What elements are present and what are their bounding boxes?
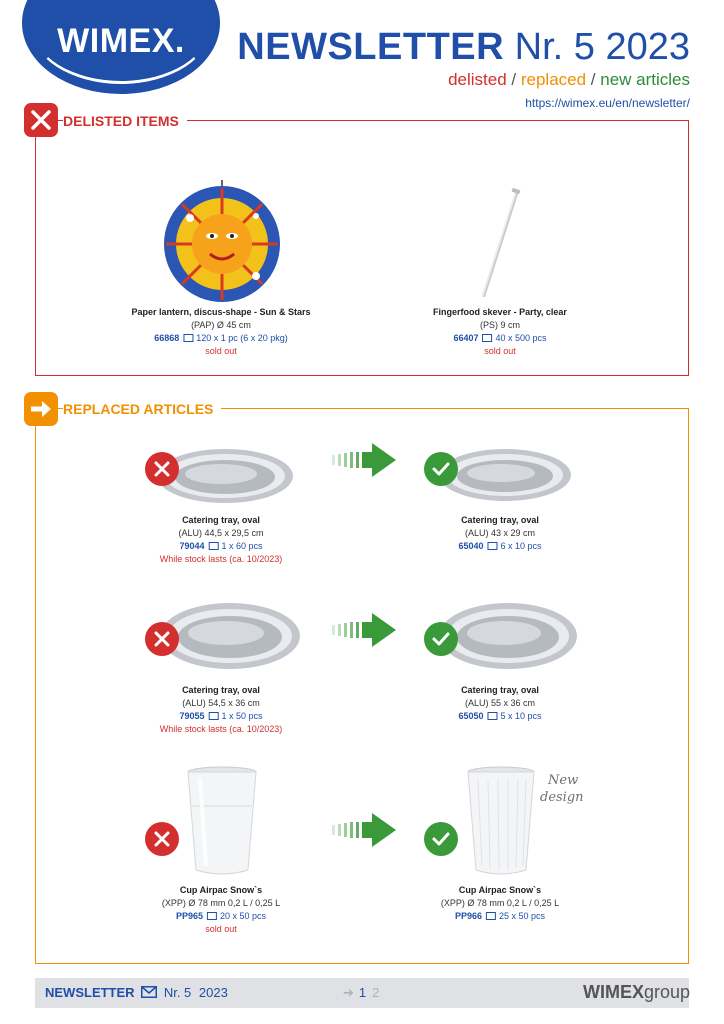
product-code: 79044 [179, 541, 205, 551]
new-product-65040 [458, 514, 541, 553]
product-pack: 1 x 50 pcs [221, 711, 263, 721]
product-status: sold out [205, 924, 237, 934]
delisted-item-skewer [433, 306, 567, 358]
package-icon [207, 912, 217, 920]
envelope-icon [141, 986, 157, 1001]
package-icon [486, 912, 496, 920]
skewer-image [470, 185, 530, 305]
tray-image-new [437, 600, 579, 672]
product-name: Cup Airpac Snow`s [179, 885, 263, 895]
removed-mark-icon [145, 452, 179, 486]
product-line [162, 910, 280, 923]
product-line [433, 332, 567, 345]
product-pack: 40 x 500 pcs [495, 333, 547, 343]
footer-year: 2023 [198, 985, 228, 1000]
product-name: Catering tray, oval [461, 515, 539, 525]
product-pack: 5 x 10 pcs [500, 711, 542, 721]
product-code: 66868 [154, 333, 180, 343]
product-code: 79055 [179, 711, 205, 721]
lantern-image [160, 180, 284, 304]
product-pack: 120 x 1 pc (6 x 20 pkg) [196, 333, 288, 343]
wimex-group-logo [583, 982, 690, 1003]
logo-text: WIMEX. [57, 22, 185, 60]
product-code: 66407 [453, 333, 479, 343]
package-icon [488, 542, 498, 550]
product-name: Catering tray, oval [182, 515, 260, 525]
product-status: sold out [205, 346, 237, 356]
page-arrow-icon: ➔ [343, 985, 354, 1000]
footer-title [45, 985, 228, 1001]
brand-rest: group [643, 982, 690, 1002]
newsletter-issue: Nr. 5 [514, 26, 595, 68]
page-2-link[interactable]: 2 [372, 985, 380, 1000]
product-name: Catering tray, oval [461, 685, 539, 695]
package-icon [488, 712, 498, 720]
product-pack: 20 x 50 pcs [220, 911, 267, 921]
product-code: PP965 [175, 911, 203, 921]
newsletter-title [237, 26, 690, 69]
product-pack: 1 x 60 pcs [221, 541, 263, 551]
check-mark-icon [424, 822, 458, 856]
subtitle-delisted: delisted [448, 70, 507, 89]
check-mark-icon [424, 452, 458, 486]
product-spec: (ALU) 43 x 29 cm [464, 528, 536, 538]
product-line [458, 540, 541, 553]
product-spec: (XPP) Ø 78 mm 0,2 L / 0,25 L [440, 898, 560, 908]
note-line: design [540, 790, 584, 805]
check-mark-icon [424, 622, 458, 656]
newsletter-subtitle [448, 70, 690, 90]
new-product-65050 [458, 684, 541, 723]
package-icon [183, 334, 193, 342]
footer-title-word: NEWSLETTER [45, 985, 135, 1000]
product-status: sold out [484, 346, 516, 356]
product-pack: 6 x 10 pcs [500, 541, 542, 551]
package-icon [209, 542, 219, 550]
replaced-section [35, 408, 689, 964]
replacement-arrow-icon [332, 813, 396, 847]
product-spec: (ALU) 55 x 36 cm [464, 698, 536, 708]
product-line [458, 710, 541, 723]
page-nav [343, 985, 379, 1001]
newsletter-url-link[interactable]: https://wimex.eu/en/newsletter/ [525, 96, 690, 110]
product-spec: (ALU) 44,5 x 29,5 cm [178, 528, 264, 538]
page-1-link[interactable]: 1 [358, 985, 367, 1000]
product-name: Cup Airpac Snow`s [458, 885, 542, 895]
product-status: While stock lasts (ca. 10/2023) [159, 554, 283, 564]
newsletter-title-word: NEWSLETTER [237, 26, 505, 68]
new-product-pp966 [441, 884, 559, 923]
product-line [441, 910, 559, 923]
subtitle-replaced: replaced [520, 70, 587, 89]
brand-strong: WIMEX [582, 982, 644, 1002]
old-product-79044 [160, 514, 283, 566]
newsletter-year: 2023 [605, 26, 690, 68]
removed-mark-icon [145, 622, 179, 656]
new-design-note [540, 772, 584, 806]
cup-image-new [466, 766, 536, 878]
cup-image-old [186, 766, 258, 878]
delisted-section-title: DELISTED ITEMS [63, 113, 187, 129]
subtitle-new-articles: new articles [600, 70, 690, 89]
package-icon [482, 334, 492, 342]
replaced-section-title: REPLACED ARTICLES [63, 401, 221, 417]
package-icon [209, 712, 219, 720]
tray-image-new [437, 446, 573, 504]
arrow-right-icon [24, 392, 58, 426]
product-pack: 25 x 50 pcs [499, 911, 546, 921]
product-code: 65040 [458, 541, 484, 551]
product-line [160, 540, 283, 553]
product-name: Catering tray, oval [182, 685, 260, 695]
product-code: PP966 [454, 911, 482, 921]
product-spec: (ALU) 54,5 x 36 cm [182, 698, 260, 708]
removed-mark-icon [145, 822, 179, 856]
delisted-item-lantern [131, 306, 310, 358]
wimex-logo[interactable] [22, 0, 220, 94]
product-status: While stock lasts (ca. 10/2023) [159, 724, 283, 734]
old-product-pp965 [162, 884, 280, 936]
close-icon [24, 103, 58, 137]
product-name: Paper lantern, discus-shape - Sun & Stars [131, 307, 311, 317]
tray-image-old [158, 600, 302, 672]
note-line: New [548, 773, 579, 788]
footer-issue: Nr. 5 [163, 985, 192, 1000]
replacement-arrow-icon [332, 613, 396, 647]
old-product-79055 [160, 684, 283, 736]
product-name: Fingerfood skever - Party, clear [433, 307, 567, 317]
product-line [160, 710, 283, 723]
subtitle-separator: / [586, 70, 601, 89]
product-line [131, 332, 310, 345]
product-spec: (PS) 9 cm [479, 320, 521, 330]
subtitle-separator: / [506, 70, 521, 89]
replacement-arrow-icon [332, 443, 396, 477]
product-code: 65050 [458, 711, 484, 721]
product-spec: (PAP) Ø 45 cm [191, 320, 251, 330]
product-spec: (XPP) Ø 78 mm 0,2 L / 0,25 L [161, 898, 281, 908]
